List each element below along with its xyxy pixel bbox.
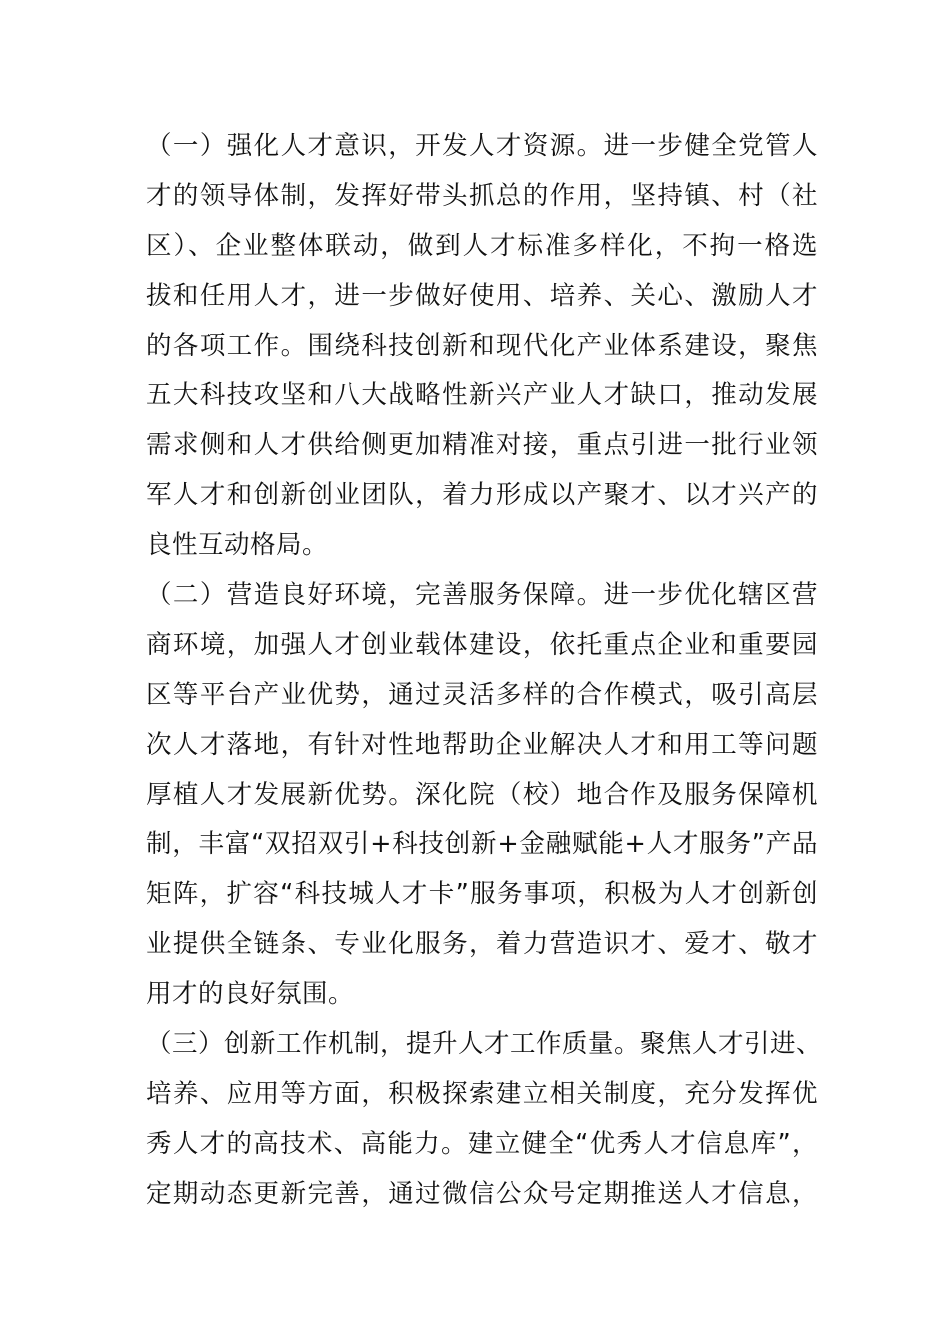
text-line-5: 的各项工作。围绕科技创新和现代化产业体系建设，聚焦 (146, 330, 818, 361)
text-line-1: （一）强化人才意识，开发人才资源。进一步健全党管人 (146, 131, 818, 161)
text-line-15: 制，丰富“双招双引+科技创新+金融赋能+人才服务”产品 (146, 829, 818, 860)
text-line-22: 定期动态更新完善，通过微信公众号定期推送人才信息， (146, 1178, 818, 1209)
text-line-14: 厚植人才发展新优势。深化院（校）地合作及服务保障机 (146, 779, 818, 810)
text-line-21: 秀人才的高技术、高能力。建立健全“优秀人才信息库”， (146, 1128, 818, 1159)
text-line-12: 区等平台产业优势，通过灵活多样的合作模式，吸引高层 (146, 679, 818, 710)
text-line-19: （三）创新工作机制，提升人才工作质量。聚焦人才引进、 (146, 1029, 823, 1060)
text-line-9: 良性互动格局。 (146, 530, 329, 561)
text-line-16: 矩阵，扩容“科技城人才卡”服务事项，积极为人才创新创 (146, 879, 818, 910)
text-line-7: 需求侧和人才供给侧更加精准对接，重点引进一批行业领 (146, 430, 818, 461)
text-line-13: 次人才落地，有针对性地帮助企业解决人才和用工等问题 (146, 729, 818, 760)
text-line-11: 商环境，加强人才创业载体建设，依托重点企业和重要园 (146, 629, 818, 660)
text-line-20: 培养、应用等方面，积极探索建立相关制度，充分发挥优 (146, 1078, 818, 1109)
text-line-6: 五大科技攻坚和八大战略性新兴产业人才缺口，推动发展 (146, 380, 818, 411)
text-line-8: 军人才和创新创业团队，着力形成以产聚才、以才兴产的 (146, 480, 818, 511)
body-text (146, 122, 823, 1220)
text-line-4: 拔和任用人才，进一步做好使用、培养、关心、激励人才 (146, 280, 818, 311)
text-line-17: 业提供全链条、专业化服务，着力营造识才、爱才、敬才 (146, 929, 818, 960)
text-line-18: 用才的良好氛围。 (146, 979, 355, 1010)
text-line-3: 区）、企业整体联动，做到人才标准多样化，不拘一格选 (146, 230, 818, 261)
text-line-10: （二）营造良好环境，完善服务保障。进一步优化辖区营 (146, 580, 818, 611)
text-line-2: 才的领导体制，发挥好带头抓总的作用，坚持镇、村（社 (146, 180, 818, 211)
